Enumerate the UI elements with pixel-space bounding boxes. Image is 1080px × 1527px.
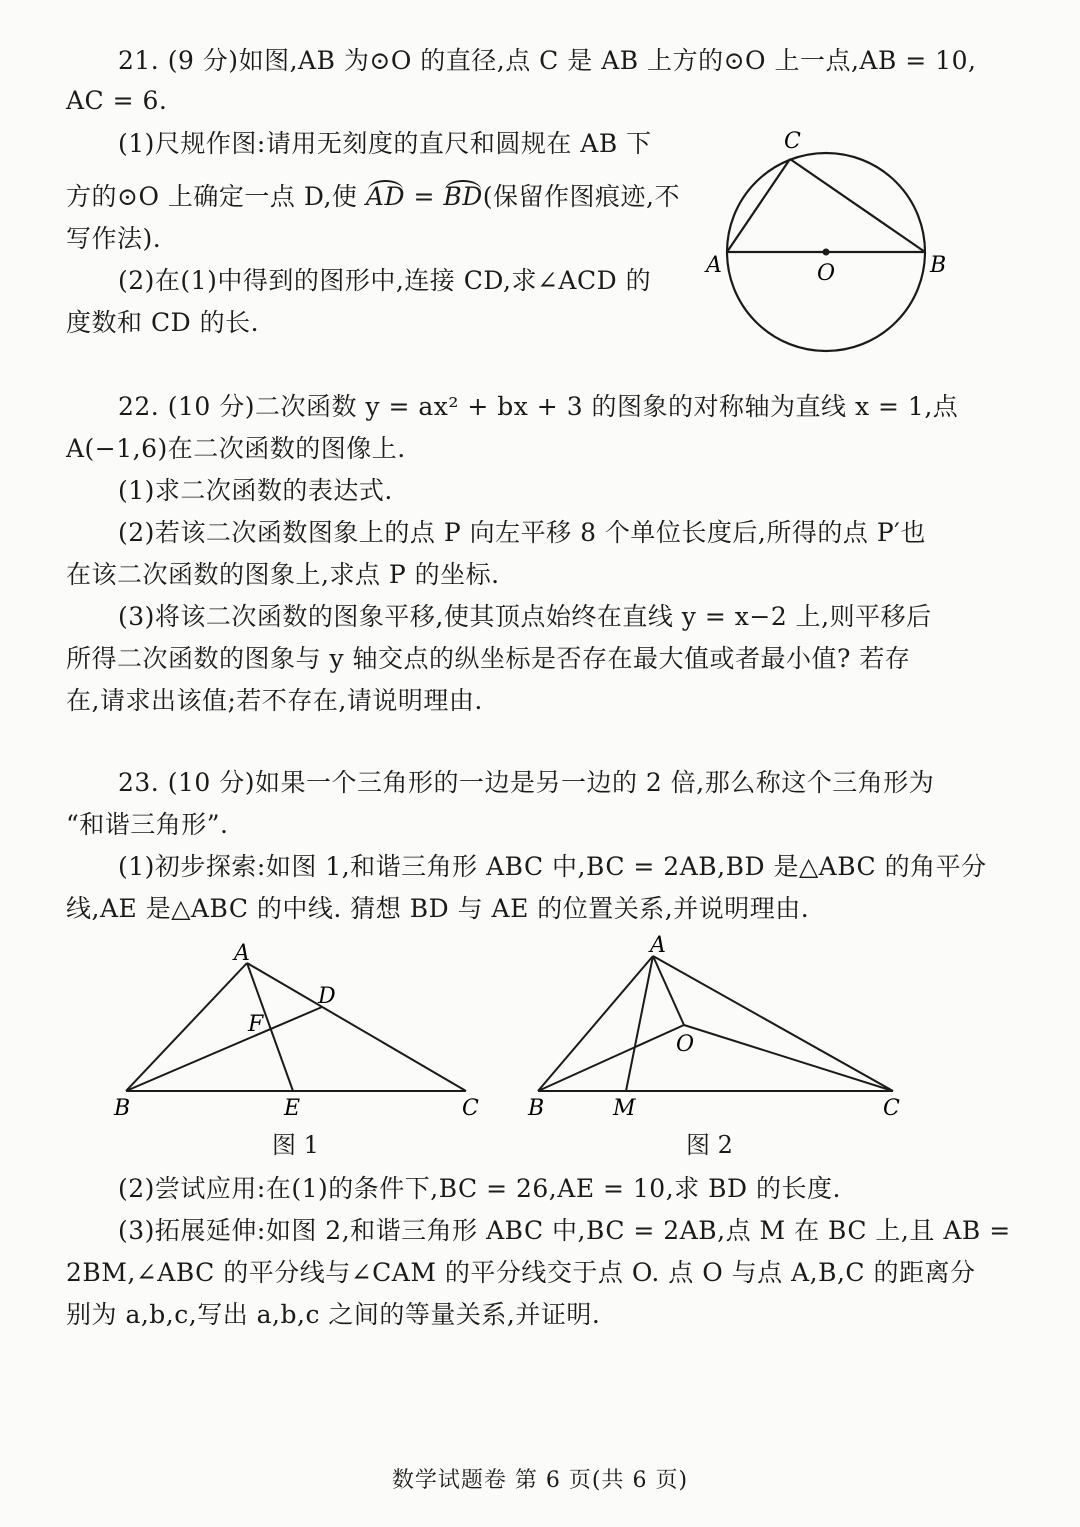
equals-sign: = xyxy=(405,182,444,211)
fig1-label-d: D xyxy=(318,984,336,1009)
q23-part3-line-2: 2BM,∠ABC 的平分线与∠CAM 的平分线交于点 O. 点 O 与点 A,B,C 的距离分 xyxy=(66,1258,976,1287)
q21-part1-line-2 xyxy=(66,180,696,214)
q22-line-1: 22. (10 分)二次函数 y = ax² + bx + 3 的图象的对称轴为直线 x = 1,点 xyxy=(118,392,959,421)
fig1-label-b: B xyxy=(114,1096,131,1121)
center-point xyxy=(823,249,830,256)
segment-ac xyxy=(653,956,893,1091)
q23-part3-line-1: (3)拓展延伸:如图 2,和谐三角形 ABC 中,BC = 2AB,点 M 在 BC 上,且 AB = xyxy=(118,1216,1011,1245)
q22-part1: (1)求二次函数的表达式. xyxy=(118,476,393,505)
segment-am xyxy=(626,956,653,1091)
q21-circle-figure xyxy=(700,120,960,370)
q21-part1-text-2: (保留作图痕迹,不 xyxy=(482,182,680,211)
fig2-label-m: M xyxy=(613,1096,636,1121)
page-footer: 数学试题卷 第 6 页(共 6 页) xyxy=(391,1468,689,1493)
q23-part3-line-3: 别为 a,b,c,写出 a,b,c 之间的等量关系,并证明. xyxy=(66,1300,601,1329)
arc-bd: BD xyxy=(443,180,482,214)
figure-1-caption: 图 1 xyxy=(272,1131,319,1159)
q23-line-1: 23. (10 分)如果一个三角形的一边是另一边的 2 倍,那么称这个三角形为 xyxy=(118,768,935,797)
q22-part3-line-3: 在,请求出该值;若不存在,请说明理由. xyxy=(66,686,483,715)
q22-part3-line-1: (3)将该二次函数的图象平移,使其顶点始终在直线 y = x−2 上,则平移后 xyxy=(118,602,932,631)
figure-2 xyxy=(520,930,920,1130)
segment-ab xyxy=(126,963,247,1091)
q23-part1-line-1: (1)初步探索:如图 1,和谐三角形 ABC 中,BC = 2AB,BD 是△ABC 的角平分 xyxy=(118,852,987,881)
q22-line-2: A(−1,6)在二次函数的图像上. xyxy=(66,434,406,463)
q21-part2-line-2: 度数和 CD 的长. xyxy=(66,308,260,337)
fig1-label-a: A xyxy=(234,941,250,966)
fig2-label-c: C xyxy=(883,1096,900,1121)
fig1-label-e: E xyxy=(284,1096,301,1121)
q21-line-2: AC = 6. xyxy=(66,86,168,115)
segment-ao xyxy=(653,956,684,1025)
label-o: O xyxy=(817,261,836,286)
fig2-label-b: B xyxy=(528,1096,545,1121)
label-a: A xyxy=(706,253,722,278)
q21-line-1: 21. (9 分)如图,AB 为⊙O 的直径,点 C 是 AB 上方的⊙O 上一点,AB = 10, xyxy=(118,46,977,75)
label-c: C xyxy=(784,129,801,154)
segment-bo xyxy=(538,1025,684,1091)
segment-co xyxy=(684,1025,893,1091)
q21-part1-text: 方的⊙O 上确定一点 D,使 xyxy=(66,182,366,211)
q21-part2-line-1: (2)在(1)中得到的图形中,连接 CD,求∠ACD 的 xyxy=(118,266,652,295)
fig2-label-a: A xyxy=(650,933,666,958)
q23-part1-line-2: 线,AE 是△ABC 的中线. 猜想 BD 与 AE 的位置关系,并说明理由. xyxy=(66,894,810,923)
figure-1 xyxy=(100,930,500,1130)
q23-part2: (2)尝试应用:在(1)的条件下,BC = 26,AE = 10,求 BD 的长度. xyxy=(118,1174,841,1203)
q23-line-2: “和谐三角形”. xyxy=(66,810,229,839)
segment-bd xyxy=(126,1007,322,1091)
q21-part1-line-1: (1)尺规作图:请用无刻度的直尺和圆规在 AB 下 xyxy=(118,129,652,158)
figure-2-caption: 图 2 xyxy=(686,1131,733,1159)
fig2-label-o: O xyxy=(676,1032,695,1057)
segment-ac xyxy=(247,963,466,1091)
q22-part2-line-2: 在该二次函数的图象上,求点 P 的坐标. xyxy=(66,560,500,589)
segment-ab xyxy=(538,956,653,1091)
arc-ad: AD xyxy=(366,180,405,214)
q22-part3-line-2: 所得二次函数的图象与 y 轴交点的纵坐标是否存在最大值或者最小值? 若存 xyxy=(66,644,911,673)
q21-part1-line-3: 写作法). xyxy=(66,224,162,253)
chord-ac xyxy=(727,159,790,252)
label-b: B xyxy=(930,253,947,278)
q22-part2-line-1: (2)若该二次函数图象上的点 P 向左平移 8 个单位长度后,所得的点 P′也 xyxy=(118,518,926,547)
fig1-label-f: F xyxy=(248,1012,264,1037)
fig1-label-c: C xyxy=(462,1096,479,1121)
chord-cb xyxy=(790,159,925,252)
